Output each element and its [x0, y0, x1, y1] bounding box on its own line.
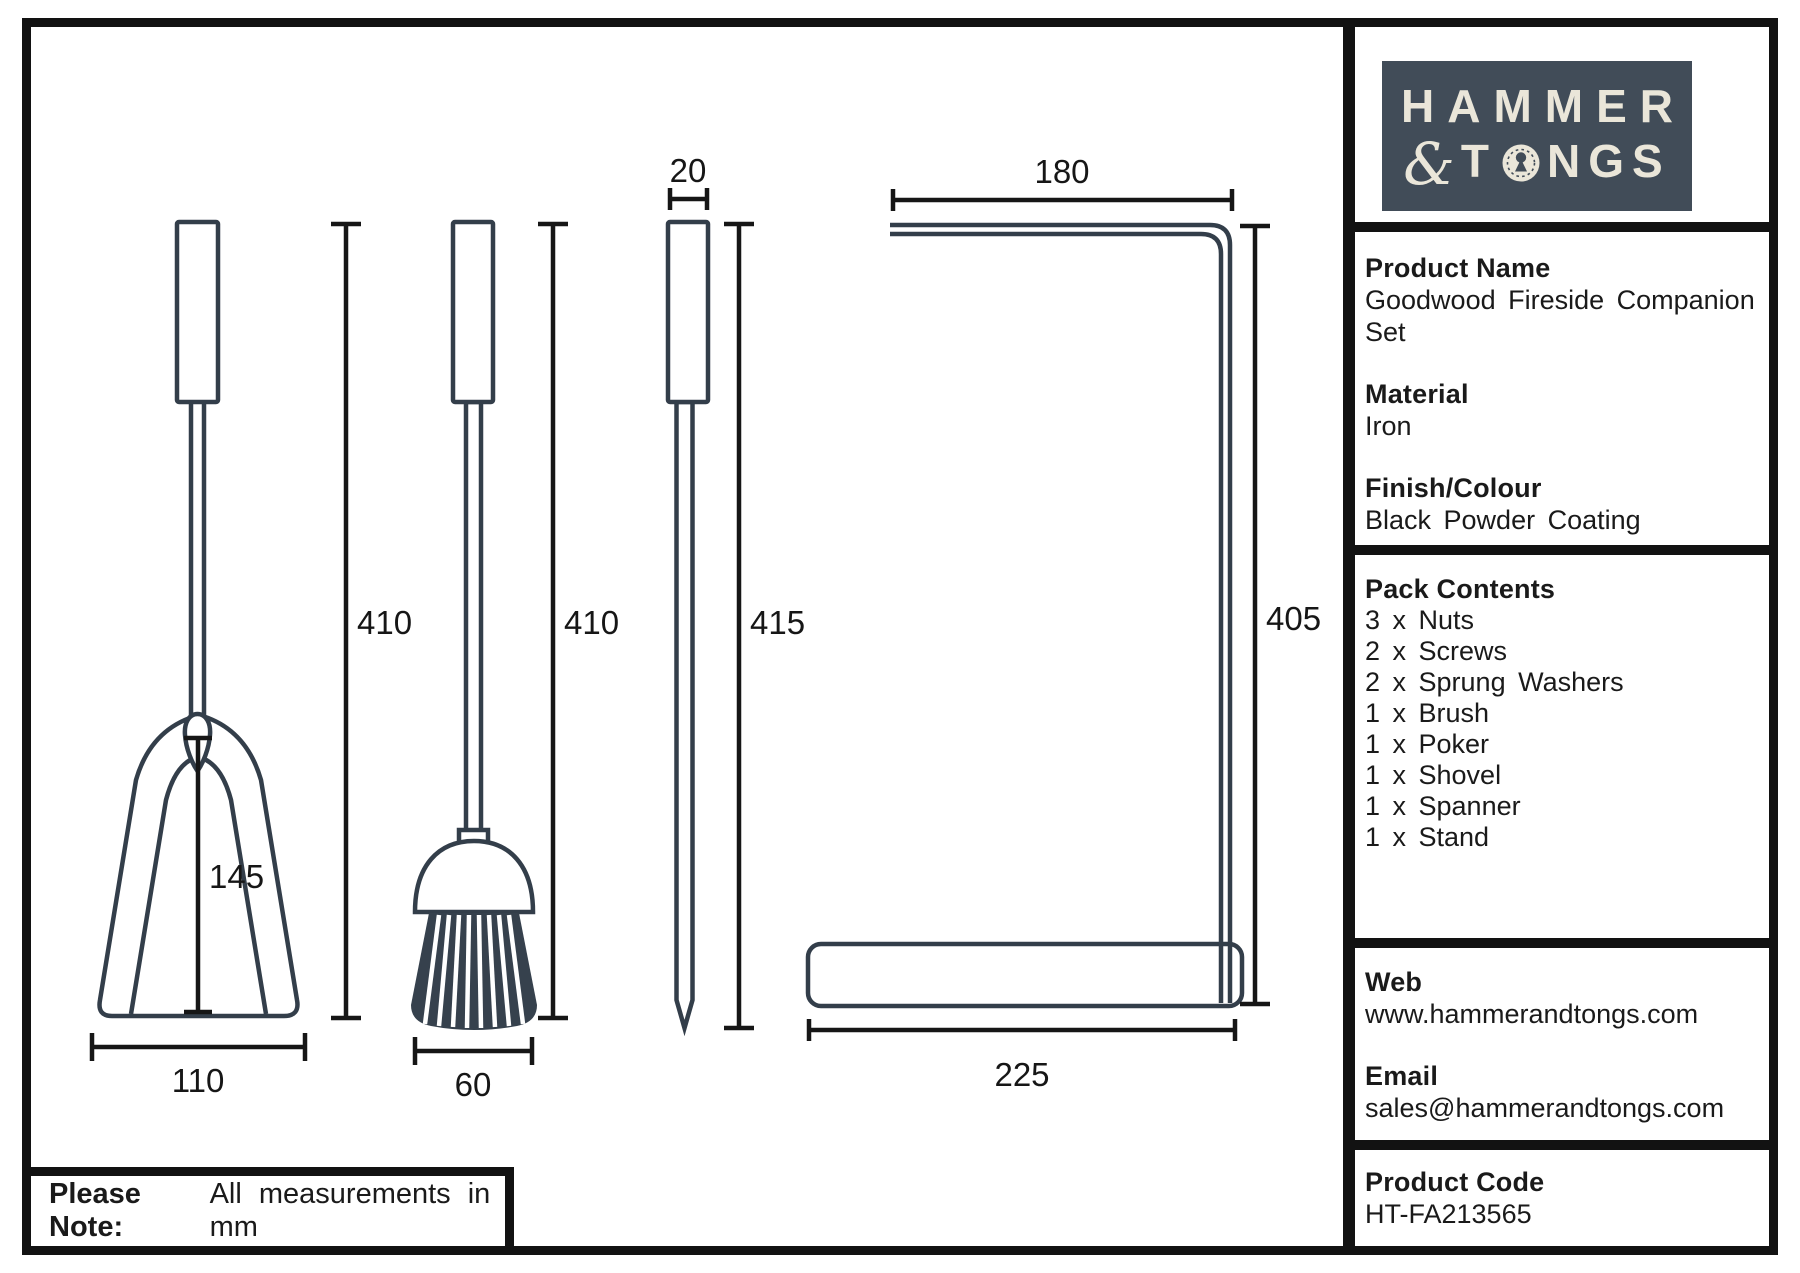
- logo-letter-t: T: [1460, 134, 1498, 187]
- product-info-section: [1355, 232, 1769, 555]
- dim-label-shovel-width: 110: [171, 1062, 225, 1099]
- pack-contents-item: 2 x Sprung Washers: [1365, 667, 1624, 697]
- pack-contents-item: 2 x Screws: [1365, 636, 1508, 666]
- dim-label-shovel-scoop-depth: 145: [209, 858, 265, 895]
- pack-contents-heading: Pack Contents: [1365, 574, 1556, 604]
- info-panel: [1355, 27, 1769, 1246]
- product-code-value: HT-FA213565: [1365, 1199, 1532, 1229]
- note-text: All measurements in mm: [209, 1178, 491, 1243]
- brand-logo: [1382, 61, 1692, 211]
- dim-label-stand-height: 405: [1266, 600, 1322, 637]
- finish-heading: Finish/Colour: [1365, 473, 1542, 503]
- pack-contents-item: 1 x Shovel: [1365, 760, 1502, 790]
- contact-section: [1355, 948, 1769, 1150]
- product-code-heading: Product Code: [1365, 1167, 1545, 1197]
- pack-contents-section: [1355, 555, 1769, 948]
- pack-contents-item: 1 x Stand: [1365, 822, 1490, 852]
- pack-contents-item: 1 x Spanner: [1365, 791, 1521, 821]
- spacer: [1365, 442, 1761, 472]
- email-heading: Email: [1365, 1061, 1439, 1091]
- logo-word-hammer: HAMMER: [1401, 80, 1686, 133]
- web-value: www.hammerandtongs.com: [1365, 999, 1699, 1029]
- material-heading: Material: [1365, 379, 1469, 409]
- dim-label-stand-base-width: 225: [994, 1056, 1050, 1093]
- product-name-heading: Product Name: [1365, 253, 1551, 283]
- product-name-value: Goodwood Fireside Companion Set: [1365, 285, 1755, 347]
- pack-contents-item: 1 x Brush: [1365, 698, 1490, 728]
- pack-contents-item: 3 x Nuts: [1365, 605, 1475, 635]
- keyhole-icon: [1501, 143, 1541, 183]
- material-value: Iron: [1365, 411, 1412, 441]
- finish-value: Black Powder Coating: [1365, 505, 1641, 535]
- dim-label-poker-handle-width: 20: [669, 152, 707, 189]
- spacer: [1365, 348, 1761, 378]
- dim-label-brush-height: 410: [564, 604, 620, 641]
- spacer: [1365, 1030, 1761, 1060]
- dim-label-stand-arm-width: 180: [1034, 153, 1090, 190]
- email-value: sales@hammerandtongs.com: [1365, 1093, 1725, 1123]
- logo-ampersand: &: [1403, 129, 1455, 198]
- dim-label-brush-head-width: 60: [454, 1066, 492, 1103]
- logo-word-tongs: [1403, 129, 1671, 198]
- panel-divider-bar: [1343, 18, 1355, 1255]
- note-label: Please Note:: [49, 1178, 141, 1243]
- product-code-section: [1355, 1150, 1769, 1246]
- pack-contents-item: 1 x Poker: [1365, 729, 1490, 759]
- dim-label-shovel-height: 410: [357, 604, 413, 641]
- logo-letters-ngs: NGS: [1547, 134, 1671, 187]
- measurement-note: [22, 1167, 514, 1255]
- logo-section: [1355, 27, 1769, 232]
- web-heading: Web: [1365, 967, 1423, 997]
- dim-label-poker-height: 415: [750, 604, 806, 641]
